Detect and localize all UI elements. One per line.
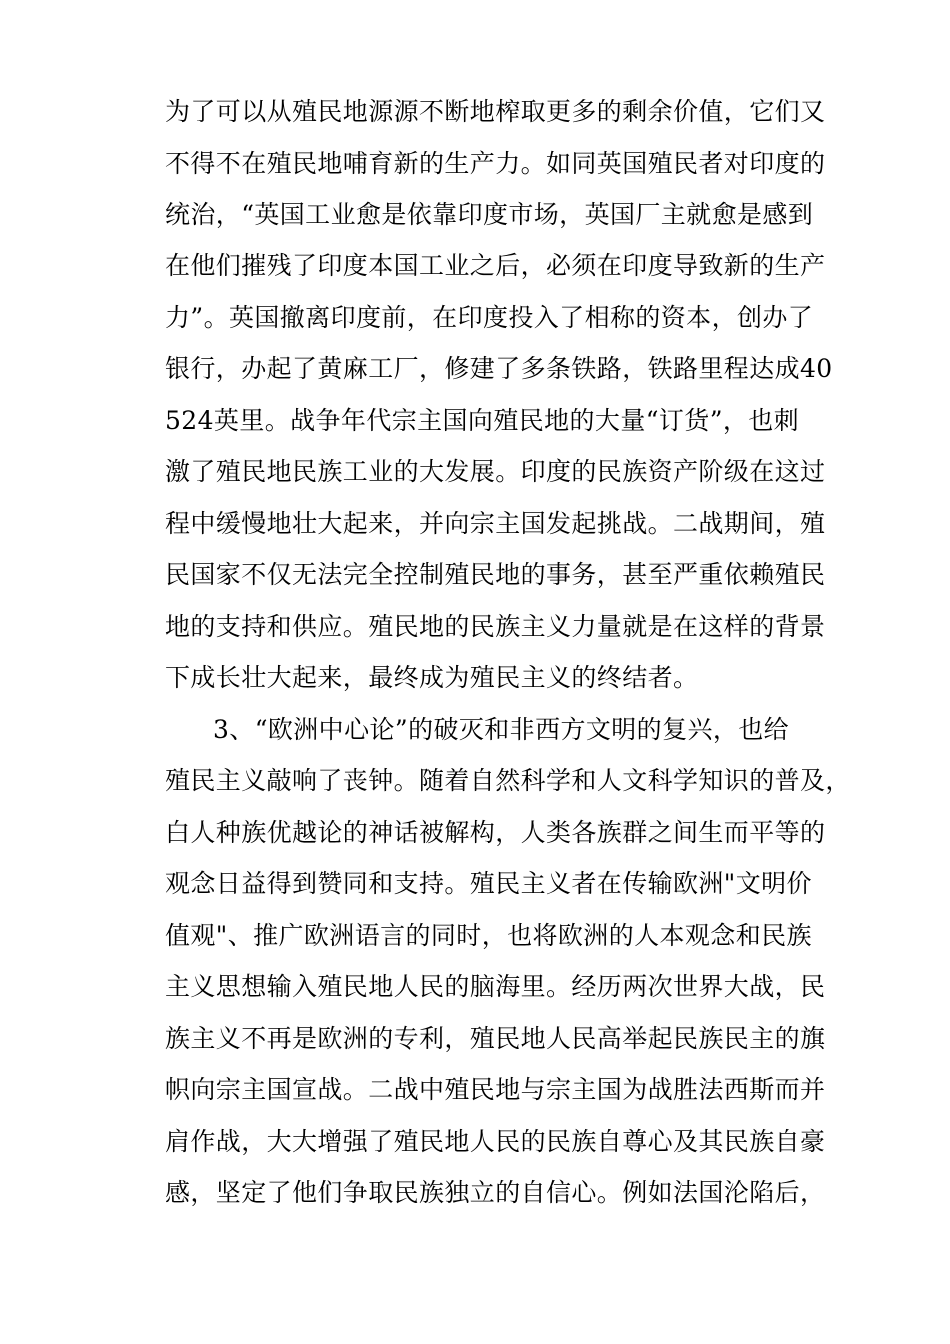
text-line: 民国家不仅无法完全控制殖民地的事务，甚至严重依赖殖民 [165, 560, 826, 589]
text-line: 肩作战，大大增强了殖民地人民的民族自尊心及其民族自豪 [165, 1127, 826, 1156]
text-line: 殖民主义敲响了丧钟。随着自然科学和人文科学知识的普及， [165, 766, 851, 795]
text-line: 在他们摧残了印度本国工业之后，必须在印度导致新的生产 [165, 251, 826, 280]
text-line: 程中缓慢地壮大起来，并向宗主国发起挑战。二战期间，殖 [165, 509, 826, 538]
text-line: 白人种族优越论的神话被解构，人类各族群之间生而平等的 [165, 818, 826, 847]
text-line: 帜向宗主国宣战。二战中殖民地与宗主国为战胜法西斯而并 [165, 1075, 826, 1104]
text-line: 族主义不再是欧洲的专利，殖民地人民高举起民族民主的旗 [165, 1024, 826, 1053]
text-line: 银行，办起了黄麻工厂，修建了多条铁路，铁路里程达成40 [165, 354, 833, 383]
text-line: 下成长壮大起来，最终成为殖民主义的终结者。 [165, 663, 699, 692]
text-line: 观念日益得到赞同和支持。殖民主义者在传输欧洲"文明价 [165, 869, 812, 898]
text-line: 力”。英国撤离印度前，在印度投入了相称的资本，创办了 [165, 303, 814, 332]
text-line: 统治，“英国工业愈是依靠印度市场，英国厂主就愈是感到 [165, 200, 814, 229]
text-line: 不得不在殖民地哺育新的生产力。如同英国殖民者对印度的 [165, 149, 826, 178]
text-line: 主义思想输入殖民地人民的脑海里。经历两次世界大战，民 [165, 972, 826, 1001]
text-line: 激了殖民地民族工业的大发展。印度的民族资产阶级在这过 [165, 457, 826, 486]
text-line: 3、“欧洲中心论”的破灭和非西方文明的复兴，也给 [213, 715, 790, 744]
text-line: 为了可以从殖民地源源不断地榨取更多的剩余价值，它们又 [165, 97, 826, 126]
text-line: 值观"、推广欧洲语言的同时，也将欧洲的人本观念和民族 [165, 921, 812, 950]
text-line: 感，坚定了他们争取民族独立的自信心。例如法国沦陷后， [165, 1178, 826, 1207]
text-line: 524英里。战争年代宗主国向殖民地的大量“订货”，也刺 [165, 406, 800, 435]
text-line: 地的支持和供应。殖民地的民族主义力量就是在这样的背景 [165, 612, 826, 641]
